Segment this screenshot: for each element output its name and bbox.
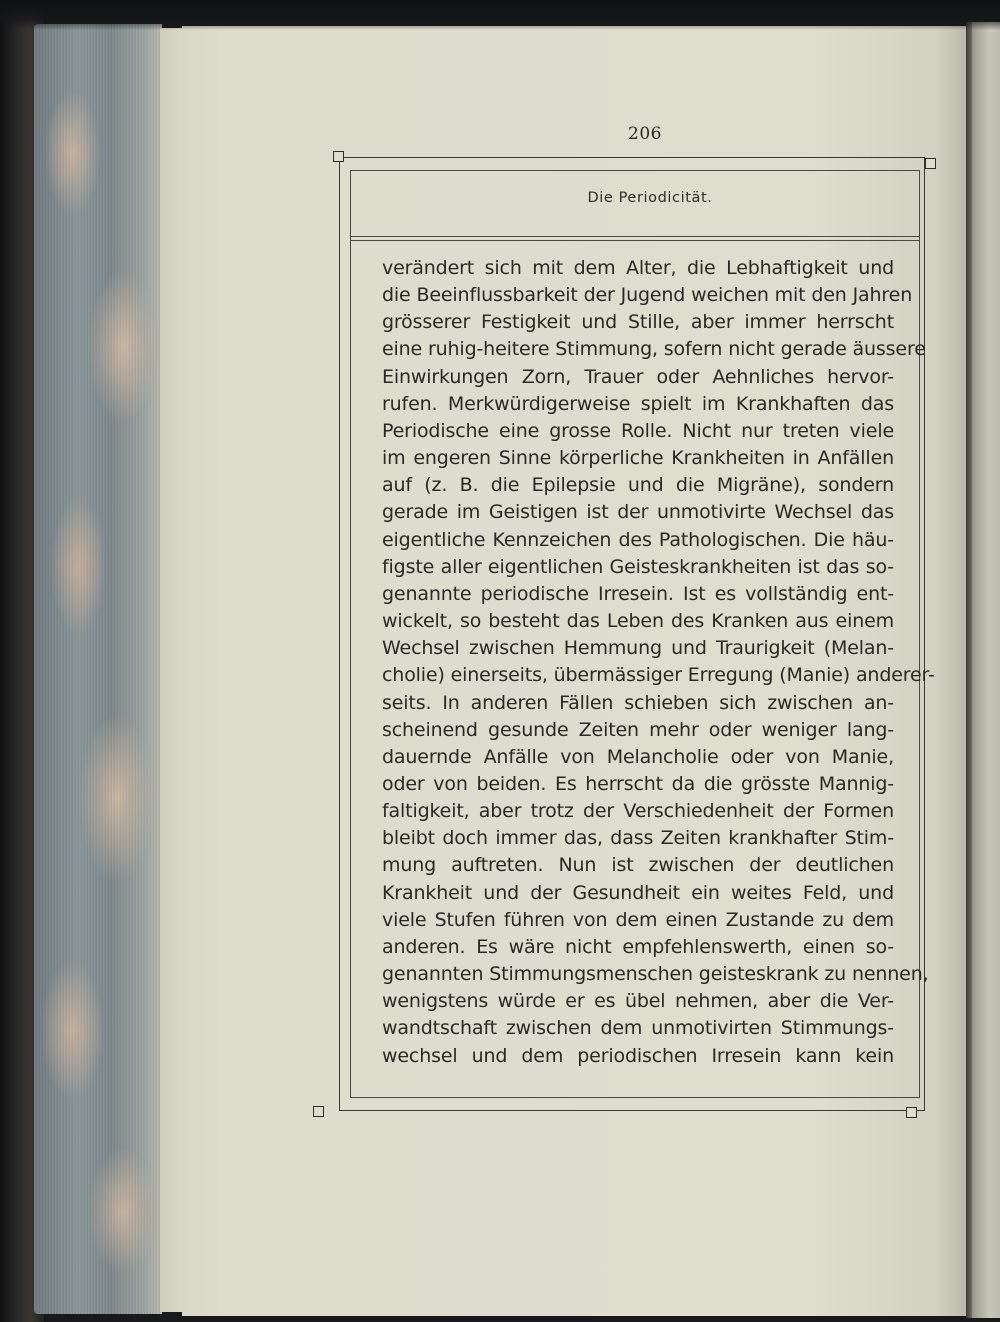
text-line: genannte periodische Irresein. Ist es vollständig ent- bbox=[382, 582, 894, 605]
text-line: gerade im Geistigen ist der unmotivirte Wechsel das bbox=[382, 501, 894, 524]
page-margin-strip bbox=[160, 28, 184, 1312]
text-line: faltigkeit, aber trotz der Verschiedenheit der Formen bbox=[382, 800, 894, 823]
text-line: wandtschaft zwischen dem unmotivirten Stimmungs- bbox=[382, 1017, 894, 1040]
text-line: Krankheit und der Gesundheit ein weites Feld, und bbox=[382, 881, 894, 904]
text-line: cholie) einerseits, übermässiger Erregung (Manie) anderer- bbox=[382, 664, 935, 687]
text-line: wenigstens würde er es übel nehmen, aber die Ver- bbox=[382, 990, 894, 1013]
header-divider-line bbox=[350, 236, 920, 237]
text-line: Einwirkungen Zorn, Trauer oder Aehnliches hervor- bbox=[382, 365, 894, 388]
text-line: auf (z. B. die Epilepsie und die Migräne), sondern bbox=[382, 474, 894, 497]
frame-corner-bottom-left bbox=[313, 1106, 324, 1117]
frame-corner-bottom-right bbox=[906, 1107, 917, 1118]
frame-corner-top-right bbox=[925, 158, 936, 169]
marbled-page-edge bbox=[34, 24, 162, 1314]
text-line: Wechsel zwischen Hemmung und Traurigkeit (Melan- bbox=[382, 637, 894, 660]
text-line: im engeren Sinne körperliche Krankheiten in Anfällen bbox=[382, 447, 894, 470]
text-line: oder von beiden. Es herrscht da die grösste Mannig- bbox=[382, 772, 894, 795]
text-line: bleibt doch immer das, dass Zeiten krankhafter Stim- bbox=[382, 827, 894, 850]
facing-page-edge bbox=[966, 22, 1000, 1318]
text-line: viele Stufen führen von dem einen Zustande zu dem bbox=[382, 908, 894, 931]
page-number: 206 bbox=[628, 124, 662, 144]
text-line: grösserer Festigkeit und Stille, aber immer herrscht bbox=[382, 311, 894, 334]
text-line: verändert sich mit dem Alter, die Lebhaftigkeit und bbox=[382, 257, 894, 279]
text-line: dauernde Anfälle von Melancholie oder von Manie, bbox=[382, 745, 894, 768]
text-line: mung auftreten. Nun ist zwischen der deutlichen bbox=[382, 854, 894, 877]
text-line: die Beeinflussbarkeit der Jugend weichen mit den Jahren bbox=[382, 284, 913, 307]
text-line: wickelt, so besteht das Leben des Kranken aus einem bbox=[382, 610, 894, 633]
running-head: Die Periodicität. bbox=[587, 190, 713, 206]
text-line: seits. In anderen Fällen schieben sich zwischen an- bbox=[382, 691, 894, 714]
text-line: figste aller eigentlichen Geisteskrankheiten ist das so- bbox=[382, 555, 894, 578]
text-line: rufen. Merkwürdigerweise spielt im Krankhaften das bbox=[382, 392, 894, 415]
text-line: anderen. Es wäre nicht empfehlenswerth, einen so- bbox=[382, 935, 894, 958]
text-line: scheinend gesunde Zeiten mehr oder weniger lang- bbox=[382, 718, 894, 741]
text-line: wechsel und dem periodischen Irresein kann kein bbox=[382, 1044, 894, 1067]
text-line: eine ruhig-heitere Stimmung, sofern nicht gerade äussere bbox=[382, 338, 926, 361]
body-text bbox=[382, 255, 935, 1070]
text-line: Periodische eine grosse Rolle. Nicht nur treten viele bbox=[382, 419, 894, 442]
top-shadow bbox=[0, 0, 1000, 30]
text-line: genannten Stimmungsmenschen geisteskrank zu nennen, bbox=[382, 963, 929, 986]
frame-corner-top-left bbox=[333, 151, 344, 162]
text-line: eigentliche Kennzeichen des Pathologischen. Die häu- bbox=[382, 528, 894, 551]
